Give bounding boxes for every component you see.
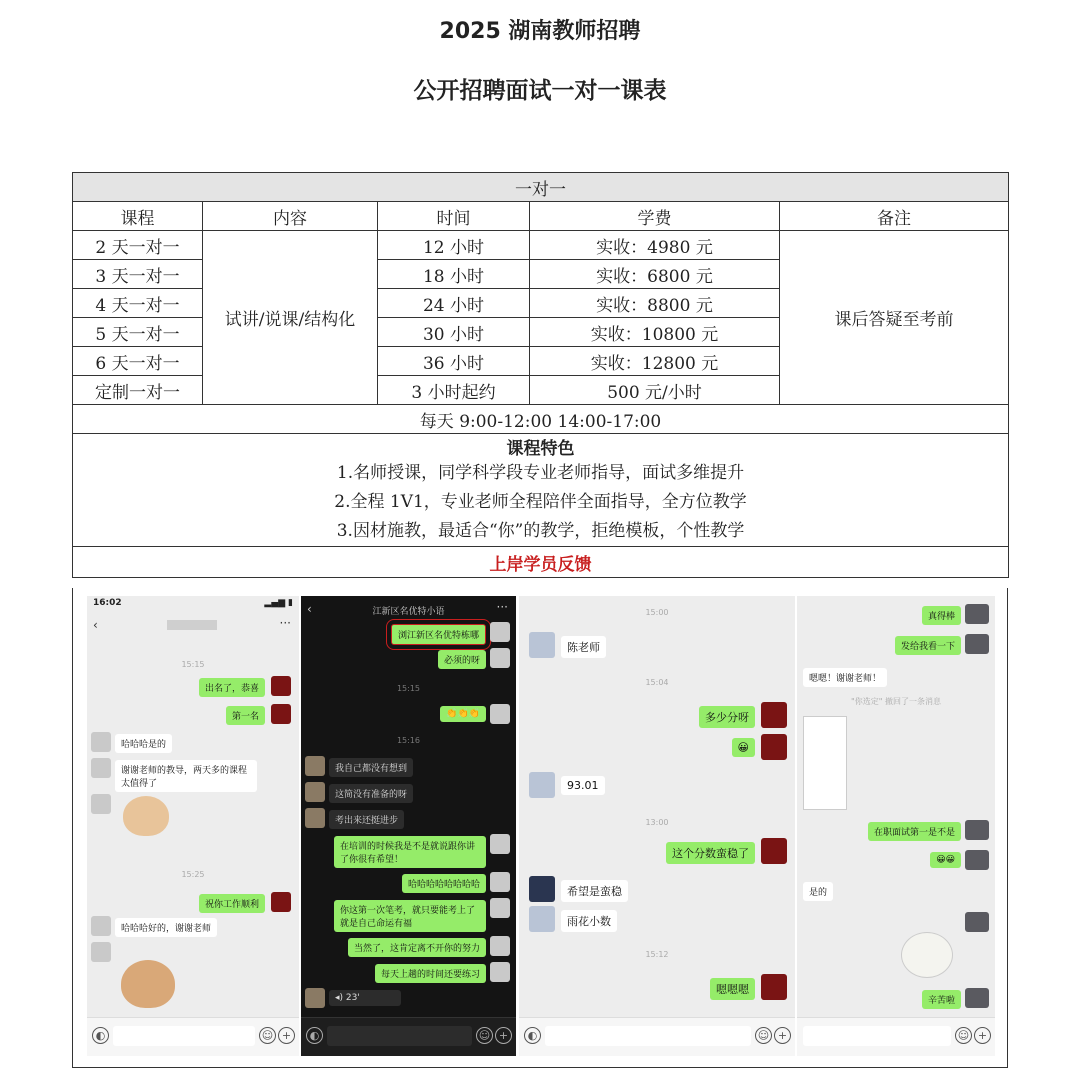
time-cell: 12 小时 [378, 231, 530, 260]
chat-screenshot-1 [87, 596, 299, 1056]
column-header-fee: 学费 [530, 202, 780, 231]
bear-sticker [123, 796, 169, 836]
emoji-icon[interactable]: ☺ [476, 1027, 493, 1044]
chat-bubble: 谢谢老师的教导，两天多的课程太值得了 [115, 760, 257, 792]
signal-icon: ▂▄▆ ▮ [264, 598, 293, 608]
feature-item: 2.全程 1V1，专业老师全程陪伴全面指导，全方位教学 [334, 492, 747, 512]
chat-bubble: 辛苦啦 [922, 990, 961, 1009]
fee-cell: 实收：4980 元 [530, 231, 780, 260]
avatar [490, 872, 510, 892]
avatar [305, 808, 325, 828]
document-title: 2025 湖南教师招聘 [439, 19, 641, 44]
course-cell: 2 天一对一 [73, 231, 203, 260]
avatar [271, 704, 291, 724]
message-input[interactable] [545, 1026, 751, 1046]
chat-bubble: 每天上趟的时间还要练习 [375, 964, 486, 983]
avatar [91, 732, 111, 752]
status-bar [93, 598, 293, 612]
chat-bubble: 在职面试第一是不是 [868, 822, 961, 841]
chat-screenshot-4 [797, 596, 995, 1056]
time-cell: 30 小时 [378, 318, 530, 347]
avatar [91, 942, 111, 962]
avatar [490, 648, 510, 668]
avatar [761, 974, 787, 1000]
voice-icon[interactable]: ◐ [92, 1027, 109, 1044]
course-cell: 5 天一对一 [73, 318, 203, 347]
more-icon: ··· [496, 600, 508, 614]
avatar [529, 772, 555, 798]
avatar [761, 838, 787, 864]
group-title: 江新区名优特小语 [372, 607, 445, 617]
avatar [965, 604, 989, 624]
avatar [271, 676, 291, 696]
schedule-hours: 每天 9:00-12:00 14:00-17:00 [73, 405, 1009, 434]
features-title: 课程特色 [506, 439, 575, 459]
avatar [305, 988, 325, 1008]
chat-bubble: 陈老师 [561, 636, 606, 658]
back-icon: ‹ [307, 602, 312, 616]
feedback-screenshots [72, 588, 1008, 1068]
avatar [490, 936, 510, 956]
avatar [271, 892, 291, 912]
chat-bubble: 出名了，恭喜 [199, 678, 265, 697]
avatar [91, 794, 111, 814]
avatar [965, 988, 989, 1008]
chat-bubble: 发给我看一下 [895, 636, 961, 655]
schedule-table [72, 172, 1009, 578]
plus-icon[interactable]: + [495, 1027, 512, 1044]
avatar [91, 758, 111, 778]
voice-icon[interactable]: ◐ [306, 1027, 323, 1044]
avatar [761, 734, 787, 760]
chat-bubble: 哈哈哈哈哈哈哈哈 [402, 874, 486, 893]
column-header-time: 时间 [378, 202, 530, 231]
fee-cell: 实收：12800 元 [530, 347, 780, 376]
avatar [490, 622, 510, 642]
message-input[interactable] [113, 1026, 255, 1046]
time-cell: 24 小时 [378, 289, 530, 318]
column-header-note: 备注 [780, 202, 1009, 231]
note-cell: 课后答疑至考前 [780, 231, 1009, 405]
course-cell: 6 天一对一 [73, 347, 203, 376]
fee-cell: 实收：6800 元 [530, 260, 780, 289]
chat-bubble: 嗯嗯！谢谢老师！ [803, 668, 887, 687]
content-cell: 试讲/说课/结构化 [203, 231, 378, 405]
chat-screenshot-3 [519, 596, 795, 1056]
input-bar [797, 1017, 995, 1056]
clap-emoji-bubble: 👏👏👏 [440, 706, 486, 722]
chat-bubble: 真得棒 [922, 606, 961, 625]
avatar [965, 912, 989, 932]
avatar [529, 632, 555, 658]
plus-icon[interactable]: + [278, 1027, 295, 1044]
chat-bubble: 我自己都没有想到 [329, 758, 413, 777]
chat-bubble: 希望是蛮稳 [561, 880, 628, 902]
chat-bubble: 考出来还挺进步 [329, 810, 404, 829]
timestamp: 15:00 [645, 608, 669, 617]
chat-bubble: 在培训的时候我是不是就说跟你讲了你很有希望！ [334, 836, 486, 868]
timestamp: 15:15 [181, 660, 205, 669]
column-header-course: 课程 [73, 202, 203, 231]
plus-icon[interactable]: + [974, 1027, 991, 1044]
avatar [965, 820, 989, 840]
feature-item: 1.名师授课，同学科学段专业老师指导，面试多维提升 [336, 463, 745, 483]
plus-icon[interactable]: + [774, 1027, 791, 1044]
chat-bubble: 必须的呀 [438, 650, 486, 669]
image-thumbnail[interactable] [803, 716, 847, 810]
chat-bubble: 哈哈哈好的，谢谢老师 [115, 918, 217, 937]
avatar [490, 704, 510, 724]
chat-bubble: 嗯嗯嗯 [710, 978, 755, 1000]
features-cell [73, 434, 1009, 547]
input-bar [519, 1017, 795, 1056]
emoji-icon[interactable]: ☺ [259, 1027, 276, 1044]
status-time: 16:02 [93, 598, 122, 608]
course-cell: 定制一对一 [73, 376, 203, 405]
avatar [490, 898, 510, 918]
chat-bubble: 第一名 [226, 706, 265, 725]
course-cell: 3 天一对一 [73, 260, 203, 289]
voice-icon[interactable]: ◐ [524, 1027, 541, 1044]
input-bar [87, 1017, 299, 1056]
emoji-bubble: 😀😀 [930, 852, 961, 868]
document-subtitle: 公开招聘面试一对一课表 [413, 78, 667, 104]
chat-bubble: 多少分呀 [699, 706, 755, 728]
avatar [529, 876, 555, 902]
chat-bubble: 这个分数蛮稳了 [666, 842, 755, 864]
avatar [761, 702, 787, 728]
emoji-icon[interactable]: ☺ [955, 1027, 972, 1044]
table-band-title: 一对一 [73, 173, 1009, 202]
emoji-icon[interactable]: ☺ [755, 1027, 772, 1044]
column-header-content: 内容 [203, 202, 378, 231]
timestamp: 15:15 [396, 684, 421, 693]
feedback-title: 上岸学员反馈 [73, 547, 1009, 578]
timestamp: 13:00 [645, 818, 669, 827]
fee-cell: 实收：10800 元 [530, 318, 780, 347]
chat-bubble: 是的 [803, 882, 833, 901]
avatar [490, 962, 510, 982]
fee-cell: 实收：8800 元 [530, 289, 780, 318]
recall-notice: "你选定" 撤回了一条消息 [851, 697, 941, 706]
timestamp: 15:04 [645, 678, 669, 687]
time-cell: 3 小时起约 [378, 376, 530, 405]
table-row [73, 231, 1009, 260]
avatar [305, 782, 325, 802]
message-input[interactable] [327, 1026, 472, 1046]
chat-bubble: 93.01 [561, 776, 605, 795]
message-input[interactable] [803, 1026, 951, 1046]
chat-bubble: 你这第一次笔考，就只要能考上了就是自己命运有福 [334, 900, 486, 932]
fee-cell: 500 元/小时 [530, 376, 780, 405]
avatar [91, 916, 111, 936]
chat-bubble: 当然了，这肯定离不开你的努力 [348, 938, 486, 957]
back-icon: ‹ [93, 618, 98, 632]
time-cell: 36 小时 [378, 347, 530, 376]
chat-bubble: 哈哈哈是的 [115, 734, 172, 753]
emoji-bubble: 😀 [732, 738, 755, 757]
chat-bubble: 祝你工作顺利 [199, 894, 265, 913]
chat-bubble: 雨花小数 [561, 910, 617, 932]
avatar [965, 634, 989, 654]
time-cell: 18 小时 [378, 260, 530, 289]
voice-message[interactable]: ◂) 23' [329, 990, 401, 1006]
chat-bubble-highlighted: 浏江新区名优特栋哪 [391, 624, 486, 645]
timestamp: 15:12 [645, 950, 669, 959]
feature-item: 3.因材施教，最适合“你”的教学，拒绝模板，个性教学 [336, 521, 745, 541]
avatar [490, 834, 510, 854]
input-bar [301, 1017, 516, 1056]
timestamp: 15:16 [396, 736, 421, 745]
avatar [529, 906, 555, 932]
course-cell: 4 天一对一 [73, 289, 203, 318]
avatar [305, 756, 325, 776]
chat-screenshot-2 [301, 596, 516, 1056]
sprout-sticker [901, 932, 953, 978]
blurred-chat-title [167, 620, 217, 630]
more-icon: ··· [279, 616, 291, 630]
bear-sticker [121, 960, 175, 1008]
voice-duration: 23' [345, 993, 360, 1003]
avatar [965, 850, 989, 870]
timestamp: 15:25 [181, 870, 205, 879]
chat-bubble: 这简没有准备的呀 [329, 784, 413, 803]
